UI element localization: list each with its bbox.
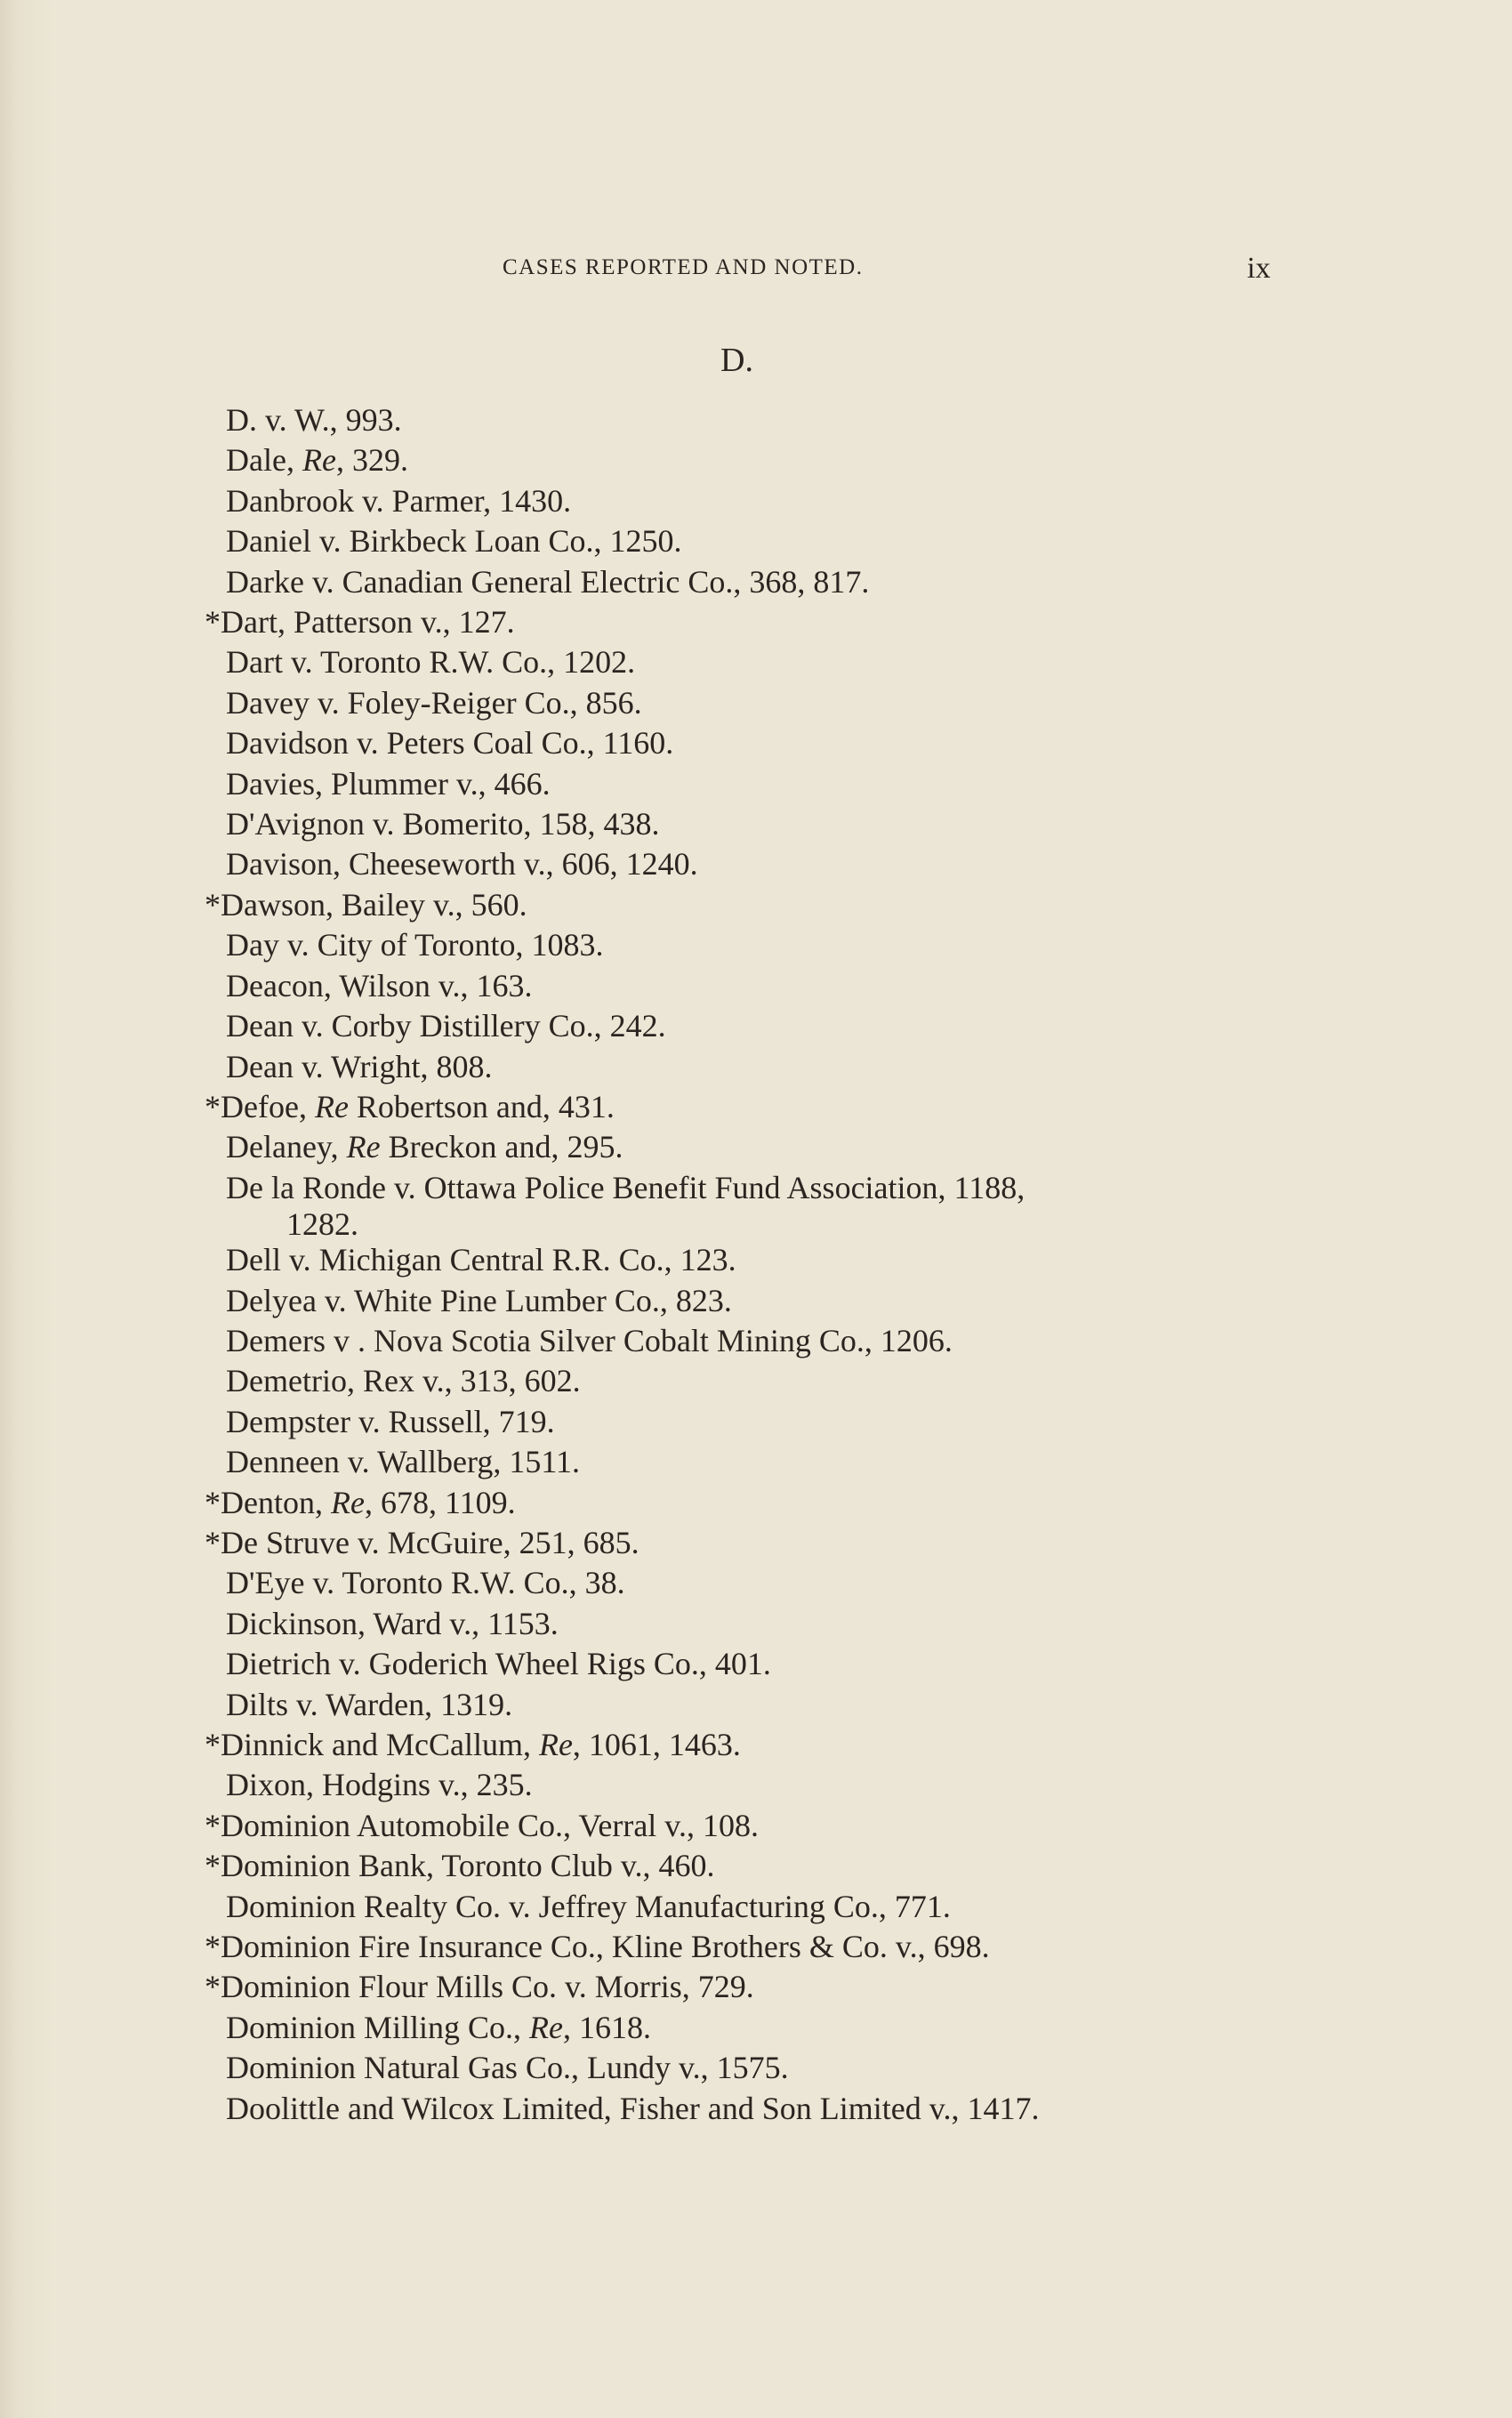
index-entry [205, 844, 1290, 884]
index-entry [205, 1240, 1290, 1280]
entry-text: Davidson v. Peters Coal Co., 1160. [226, 725, 674, 762]
entry-text: Dempster v. Russell, 719. [226, 1403, 555, 1439]
index-entry [205, 1927, 1290, 1967]
entry-italic-re: Re [314, 1088, 349, 1124]
entry-text-post: , 678, 1109. [364, 1484, 516, 1520]
entry-text: Dean v. Corby Distillery Co., 242. [226, 1008, 666, 1044]
index-entry [205, 2089, 1290, 2129]
index-entry [205, 966, 1290, 1006]
index-entry [205, 521, 1290, 561]
index-entry [205, 1765, 1290, 1805]
entry-text: *Dominion Flour Mills Co. v. Morris, 729. [205, 1969, 754, 2005]
index-entry [205, 1127, 1290, 1167]
index-entry [205, 1442, 1290, 1482]
index-entry [205, 481, 1290, 521]
entry-text-pre: *Denton, [205, 1484, 331, 1520]
entry-text: Dominion Realty Co. v. Jeffrey Manufacturing Co., 771. [226, 1888, 951, 1924]
entry-text-pre: Delaney, [226, 1129, 347, 1165]
index-entry [205, 642, 1290, 682]
entry-text: Denneen v. Wallberg, 1511. [226, 1444, 581, 1480]
index-entry [205, 562, 1290, 602]
index-entry [205, 1006, 1290, 1046]
index-entry [205, 1087, 1290, 1127]
index-entry [205, 400, 1290, 440]
entry-text: D. v. W., 993. [226, 402, 402, 438]
index-entry [205, 925, 1290, 965]
section-letter: D. [720, 342, 753, 379]
index-entry [205, 1806, 1290, 1846]
entry-text: Dell v. Michigan Central R.R. Co., 123. [226, 1242, 736, 1278]
entry-text-pre: *Dinnick and McCallum, [205, 1727, 539, 1762]
entry-text: Dominion Natural Gas Co., Lundy v., 1575. [226, 2050, 789, 2086]
running-head [503, 252, 1285, 287]
entry-text-post: , 1061, 1463. [572, 1727, 741, 1762]
index-entry [205, 1047, 1290, 1087]
entry-italic-re: Re [538, 1727, 573, 1762]
entry-text: *Dominion Bank, Toronto Club v., 460. [205, 1848, 715, 1884]
entry-text: Demetrio, Rex v., 313, 602. [226, 1363, 581, 1399]
entry-text: *Dominion Automobile Co., Verral v., 108. [205, 1807, 759, 1843]
entry-text: Dixon, Hodgins v., 235. [226, 1767, 533, 1803]
entry-text: Daniel v. Birkbeck Loan Co., 1250. [226, 523, 682, 560]
entry-continuation: 1282. [286, 1206, 358, 1243]
entry-text: Demers v . Nova Scotia Silver Cobalt Mining Co., 1206. [226, 1322, 953, 1358]
entry-text-pre: Dale, [226, 442, 302, 479]
entry-text: *Dart, Patterson v., 127. [205, 604, 515, 641]
index-entry [205, 1281, 1290, 1321]
index-entry [205, 1523, 1290, 1563]
index-entry [205, 1402, 1290, 1442]
page-number: ix [1247, 252, 1271, 285]
entry-text: Deacon, Wilson v., 163. [226, 967, 533, 1003]
entry-italic-re: Re [302, 442, 336, 479]
index-entry [205, 1967, 1290, 2007]
entry-text-post: , 1618. [563, 2009, 652, 2045]
entry-text: D'Avignon v. Bomerito, 158, 438. [226, 806, 660, 842]
entry-text: Darke v. Canadian General Electric Co., 368, 817. [226, 563, 870, 600]
index-entry [205, 1685, 1290, 1725]
index-entry [205, 1604, 1290, 1644]
index-entry [205, 1168, 1290, 1243]
index-entry [205, 1725, 1290, 1765]
entry-text-post: , 329. [335, 442, 408, 479]
entry-text: De la Ronde v. Ottawa Police Benefit Fund Association, 1188, [226, 1169, 1025, 1205]
entry-italic-re: Re [346, 1129, 381, 1165]
entry-text-post: Robertson and, 431. [348, 1088, 615, 1124]
index-entry [205, 683, 1290, 723]
entry-text: Delyea v. White Pine Lumber Co., 823. [226, 1282, 732, 1318]
entry-text: Dilts v. Warden, 1319. [226, 1686, 513, 1722]
entry-italic-re: Re [330, 1484, 365, 1520]
entry-text: Davison, Cheeseworth v., 606, 1240. [226, 846, 698, 883]
index-entry [205, 602, 1290, 642]
index-entry [205, 1846, 1290, 1886]
entry-text: *De Struve v. McGuire, 251, 685. [205, 1524, 639, 1560]
entry-text: Davies, Plummer v., 466. [226, 765, 551, 802]
index-entry [205, 1887, 1290, 1927]
entry-text: D'Eye v. Toronto R.W. Co., 38. [226, 1565, 625, 1601]
index-entry [205, 2048, 1290, 2088]
entry-text-pre: Dominion Milling Co., [226, 2009, 530, 2045]
index-entry [205, 1644, 1290, 1684]
entry-text-post: Breckon and, 295. [380, 1129, 623, 1165]
index-entry [205, 1563, 1290, 1603]
entry-italic-re: Re [529, 2009, 564, 2045]
entry-text: Danbrook v. Parmer, 1430. [226, 482, 572, 519]
index-entry [205, 2008, 1290, 2048]
index-entry [205, 1361, 1290, 1401]
index-entry [205, 885, 1290, 925]
entry-text: *Dawson, Bailey v., 560. [205, 886, 527, 923]
index-entry [205, 1321, 1290, 1361]
running-title: CASES REPORTED AND NOTED. [503, 255, 864, 279]
case-index-list [205, 400, 1290, 2129]
entry-text: Dart v. Toronto R.W. Co., 1202. [226, 644, 636, 681]
entry-text: Dean v. Wright, 808. [226, 1048, 493, 1084]
entry-text: Dickinson, Ward v., 1153. [226, 1605, 559, 1641]
index-entry [205, 440, 1290, 480]
index-entry [205, 764, 1290, 804]
entry-text: Doolittle and Wilcox Limited, Fisher and Son Limited v., 1417. [226, 2090, 1040, 2126]
entry-text: Day v. City of Toronto, 1083. [226, 927, 604, 963]
entry-text: Davey v. Foley-Reiger Co., 856. [226, 684, 642, 721]
index-entry [205, 723, 1290, 763]
index-entry [205, 804, 1290, 844]
entry-text: *Dominion Fire Insurance Co., Kline Brothers & Co. v., 698. [205, 1929, 990, 1965]
index-entry [205, 1483, 1290, 1523]
entry-text: Dietrich v. Goderich Wheel Rigs Co., 401. [226, 1646, 771, 1682]
entry-text-pre: *Defoe, [205, 1088, 315, 1124]
